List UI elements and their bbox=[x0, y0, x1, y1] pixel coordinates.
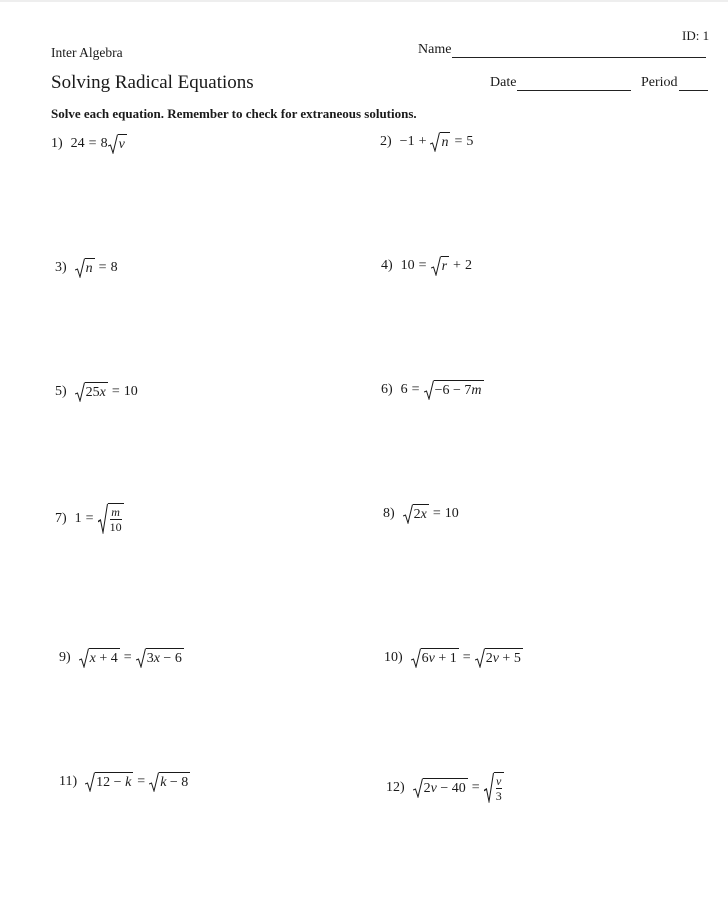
constant: − 6 bbox=[159, 651, 182, 666]
fraction bbox=[494, 772, 504, 803]
numerator: v bbox=[496, 774, 502, 788]
radical bbox=[413, 778, 468, 798]
equals-sign: = bbox=[418, 258, 427, 273]
instructions: Solve each equation. Remember to check for extraneous solutions. bbox=[51, 106, 417, 121]
variable: v bbox=[118, 137, 125, 152]
equation bbox=[85, 772, 190, 792]
problem-5 bbox=[55, 382, 138, 402]
radical bbox=[431, 256, 449, 276]
equals-sign: = bbox=[111, 384, 120, 399]
problem-10 bbox=[384, 648, 523, 668]
radical-sign-icon bbox=[75, 258, 85, 278]
name-blank-line[interactable] bbox=[452, 43, 706, 58]
variable: x bbox=[420, 507, 427, 522]
radical bbox=[98, 503, 124, 534]
numerator: m bbox=[111, 505, 120, 519]
period-field[interactable] bbox=[641, 75, 708, 91]
radicand bbox=[441, 256, 449, 276]
variable: n bbox=[85, 261, 93, 276]
number: 12 − bbox=[96, 775, 126, 790]
variable: v bbox=[492, 651, 499, 666]
radical bbox=[85, 772, 133, 792]
radical bbox=[411, 648, 459, 668]
radical-sign-icon bbox=[411, 648, 421, 668]
equation bbox=[401, 380, 484, 400]
equation bbox=[401, 256, 472, 276]
equation bbox=[413, 772, 504, 803]
term: 2 bbox=[464, 258, 472, 273]
equation bbox=[75, 382, 138, 402]
scan-edge bbox=[0, 0, 728, 2]
number: 6 bbox=[421, 651, 429, 666]
radical-sign-icon bbox=[424, 380, 434, 400]
radicand bbox=[118, 134, 127, 154]
radical-sign-icon bbox=[98, 503, 108, 534]
variable: k bbox=[160, 775, 167, 790]
equation bbox=[403, 504, 459, 524]
number: −6 − 7 bbox=[434, 383, 472, 398]
equals-sign: = bbox=[88, 136, 97, 151]
radicand bbox=[159, 772, 190, 792]
radical bbox=[430, 132, 450, 152]
problem-8 bbox=[383, 504, 459, 524]
radical-sign-icon bbox=[85, 772, 95, 792]
radicand bbox=[440, 132, 450, 152]
variable: v bbox=[430, 780, 437, 796]
term: 10 bbox=[123, 384, 138, 399]
fraction bbox=[108, 503, 124, 534]
denominator: 10 bbox=[109, 520, 122, 534]
equation bbox=[400, 132, 474, 152]
radical-sign-icon bbox=[484, 772, 494, 803]
radical bbox=[403, 504, 429, 524]
problem-number: 6) bbox=[381, 382, 393, 397]
equals-sign: = bbox=[411, 382, 420, 397]
period-label: Period bbox=[641, 75, 678, 90]
name-field[interactable] bbox=[418, 42, 706, 58]
radicand bbox=[85, 258, 95, 278]
radical-sign-icon bbox=[430, 132, 440, 152]
radicand bbox=[485, 648, 523, 668]
constant: − 40 bbox=[436, 780, 466, 796]
equation bbox=[75, 258, 118, 278]
radical bbox=[75, 258, 95, 278]
term: 1 bbox=[74, 510, 82, 526]
constant: − 8 bbox=[166, 775, 189, 790]
equation bbox=[75, 503, 124, 534]
radical-sign-icon bbox=[403, 504, 413, 524]
problem-number: 11) bbox=[59, 774, 78, 789]
problem-number: 4) bbox=[381, 258, 393, 273]
term: 10 bbox=[400, 258, 415, 273]
equals-sign: = bbox=[137, 774, 146, 789]
radical-sign-icon bbox=[149, 772, 159, 792]
problem-number: 10) bbox=[384, 650, 403, 665]
problem-number: 8) bbox=[383, 506, 395, 521]
radical bbox=[149, 772, 190, 792]
problem-12 bbox=[386, 772, 504, 803]
constant: + 1 bbox=[434, 651, 457, 666]
equals-sign: = bbox=[454, 134, 463, 149]
variable: m bbox=[471, 383, 482, 398]
equals-sign: = bbox=[85, 510, 94, 526]
radical bbox=[79, 648, 120, 668]
number: 2 bbox=[423, 780, 431, 796]
variable: x bbox=[99, 385, 106, 400]
problem-number: 7) bbox=[55, 510, 67, 526]
name-label: Name bbox=[418, 42, 452, 57]
radicand bbox=[89, 648, 120, 668]
equals-sign: = bbox=[432, 506, 441, 521]
number: 25 bbox=[85, 385, 100, 400]
id-label: ID: 1 bbox=[682, 28, 710, 43]
variable: x bbox=[153, 651, 160, 666]
plus-sign: + bbox=[418, 134, 427, 149]
radical-sign-icon bbox=[136, 648, 146, 668]
date-blank-line[interactable] bbox=[517, 76, 631, 91]
term: 5 bbox=[466, 134, 474, 149]
variable: k bbox=[125, 775, 132, 790]
course-name: Inter Algebra bbox=[51, 45, 123, 60]
radical-sign-icon bbox=[475, 648, 485, 668]
term: 8 bbox=[110, 260, 118, 275]
problem-4 bbox=[381, 256, 472, 276]
problem-2 bbox=[380, 132, 473, 152]
equals-sign: = bbox=[98, 260, 107, 275]
number: 2 bbox=[413, 507, 421, 522]
term: −1 bbox=[399, 134, 415, 149]
equals-sign: = bbox=[123, 650, 132, 665]
variable: v bbox=[428, 651, 435, 666]
problem-number: 5) bbox=[55, 384, 67, 399]
equals-sign: = bbox=[471, 779, 480, 795]
problem-number: 1) bbox=[51, 136, 63, 151]
problem-7 bbox=[55, 503, 124, 534]
radicand bbox=[85, 382, 108, 402]
date-field[interactable] bbox=[490, 75, 631, 91]
radicand bbox=[413, 504, 429, 524]
equation bbox=[71, 134, 127, 154]
denominator: 3 bbox=[495, 789, 502, 803]
problem-number: 12) bbox=[386, 779, 405, 795]
equation bbox=[411, 648, 523, 668]
radical bbox=[484, 772, 504, 803]
equation bbox=[79, 648, 184, 668]
radicand bbox=[421, 648, 459, 668]
radical-sign-icon bbox=[108, 134, 118, 154]
term: 6 bbox=[400, 382, 408, 397]
variable: r bbox=[441, 259, 448, 274]
radical bbox=[424, 380, 484, 400]
plus-sign: + bbox=[453, 258, 461, 273]
radical-sign-icon bbox=[413, 778, 423, 798]
radicand bbox=[95, 772, 133, 792]
problem-6 bbox=[381, 380, 484, 400]
equals-sign: = bbox=[462, 650, 471, 665]
problem-number: 9) bbox=[59, 650, 71, 665]
coefficient: 8 bbox=[100, 136, 108, 151]
date-label: Date bbox=[490, 75, 517, 90]
radicand bbox=[146, 648, 184, 668]
radical-sign-icon bbox=[431, 256, 441, 276]
term: 24 bbox=[70, 136, 85, 151]
radical bbox=[475, 648, 523, 668]
term: 10 bbox=[444, 506, 459, 521]
page-title: Solving Radical Equations bbox=[51, 72, 254, 93]
constant: + 5 bbox=[498, 651, 521, 666]
problem-1 bbox=[51, 134, 127, 154]
radicand bbox=[434, 380, 484, 400]
variable: x bbox=[89, 651, 96, 666]
problem-11 bbox=[59, 772, 190, 792]
radical bbox=[108, 134, 127, 154]
period-blank-line[interactable] bbox=[679, 76, 708, 91]
radical bbox=[75, 382, 108, 402]
radical-sign-icon bbox=[75, 382, 85, 402]
number: 2 bbox=[485, 651, 493, 666]
radicand bbox=[423, 778, 468, 798]
problem-number: 3) bbox=[55, 260, 67, 275]
variable: n bbox=[441, 135, 449, 150]
problem-number: 2) bbox=[380, 134, 392, 149]
radical-sign-icon bbox=[79, 648, 89, 668]
problem-9 bbox=[59, 648, 184, 668]
problem-3 bbox=[55, 258, 118, 278]
constant: + 4 bbox=[95, 651, 118, 666]
radical bbox=[136, 648, 184, 668]
number: 3 bbox=[146, 651, 154, 666]
